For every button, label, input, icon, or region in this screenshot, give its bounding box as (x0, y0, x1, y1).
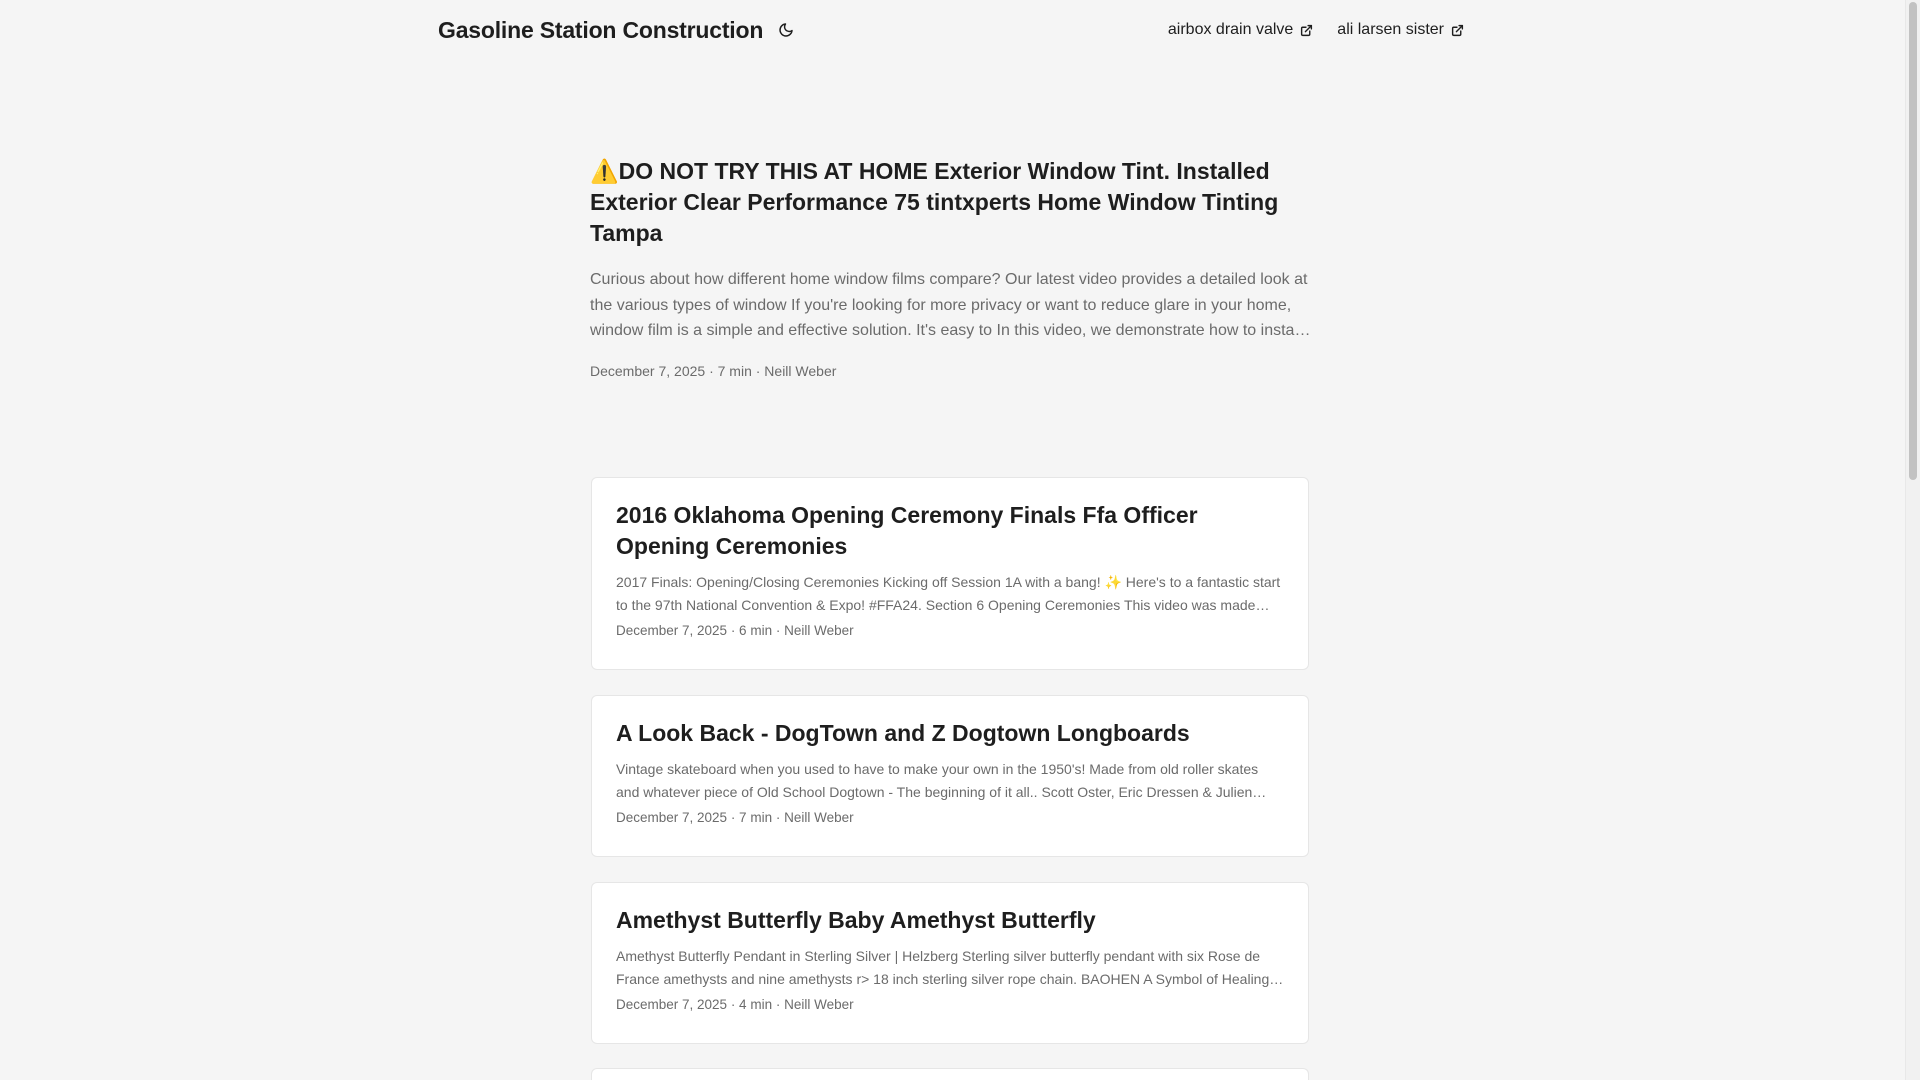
vertical-scrollbar[interactable] (1905, 0, 1920, 1080)
post-card-partial[interactable] (591, 1068, 1309, 1080)
post-card[interactable] (591, 882, 1309, 1044)
post-title[interactable]: 2016 Oklahoma Opening Ceremony Finals Ffa Officer Opening Ceremonies (616, 502, 1198, 559)
featured-post-title[interactable]: ⚠️DO NOT TRY THIS AT HOME Exterior Window Tint. Installed Exterior Clear Performance 75 tintxperts Home Window Tinting Tampa (590, 158, 1279, 246)
post-card[interactable] (591, 695, 1309, 857)
site-header (438, 0, 1464, 60)
post-meta: December 7, 2025 · 7 min · Neill Weber (616, 810, 854, 825)
post-summary: Amethyst Butterfly Pendant in Sterling Silver | Helzberg Sterling silver butterfly pendant with six Rose de France amethysts and nine amethysts r> 18 inch sterling silver rope chain. BAOHEN A Symbol of Healing – (616, 948, 1281, 987)
external-link-icon (1300, 24, 1313, 37)
external-link-icon (1451, 24, 1464, 37)
scrollbar-thumb[interactable] (1909, 2, 1917, 480)
nav-link-ali-larsen-sister[interactable] (1337, 21, 1464, 39)
post-meta: December 7, 2025 · 6 min · Neill Weber (616, 623, 854, 638)
post-card[interactable] (591, 477, 1309, 670)
post-summary: Vintage skateboard when you used to have to make your own in the 1950's! Made from old roller skates and whatever piece of Old School Dogtown - The beginning of it all.. Scott Oster, Eric Dressen & Julien (616, 761, 1259, 800)
nav-link-airbox-drain-valve[interactable] (1168, 21, 1313, 39)
post-summary: 2017 Finals: Opening/Closing Ceremonies Kicking off Session 1A with a bang! ✨ Here's to a fantastic start to the 97th National Convention & Expo! #FFA24. Section 6 Opening Ceremonies This video was made (616, 574, 1281, 613)
featured-post-meta: December 7, 2025 · 7 min · Neill Weber (590, 362, 837, 379)
featured-post-summary: Curious about how different home window films compare? Our latest video provides a detailed look at the various types of window If you're looking for more privacy or want to reduce glare in your home, window film is a simple and effective solution. It's easy to In this video, we demonstrate how to install (590, 271, 1308, 339)
post-title[interactable]: Amethyst Butterfly Baby Amethyst Butterfly (616, 907, 1096, 933)
nav-link-label: ali larsen sister (1337, 21, 1444, 38)
top-nav (1168, 21, 1464, 39)
brand (438, 17, 797, 44)
nav-link-label: airbox drain valve (1167, 21, 1294, 38)
moon-icon[interactable] (775, 19, 797, 41)
post-meta: December 7, 2025 · 4 min · Neill Weber (616, 997, 854, 1012)
site-title-link[interactable]: Gasoline Station Construction (438, 16, 764, 43)
featured-post[interactable] (590, 156, 1312, 379)
post-title[interactable]: A Look Back - DogTown and Z Dogtown Longboards (616, 720, 1190, 746)
